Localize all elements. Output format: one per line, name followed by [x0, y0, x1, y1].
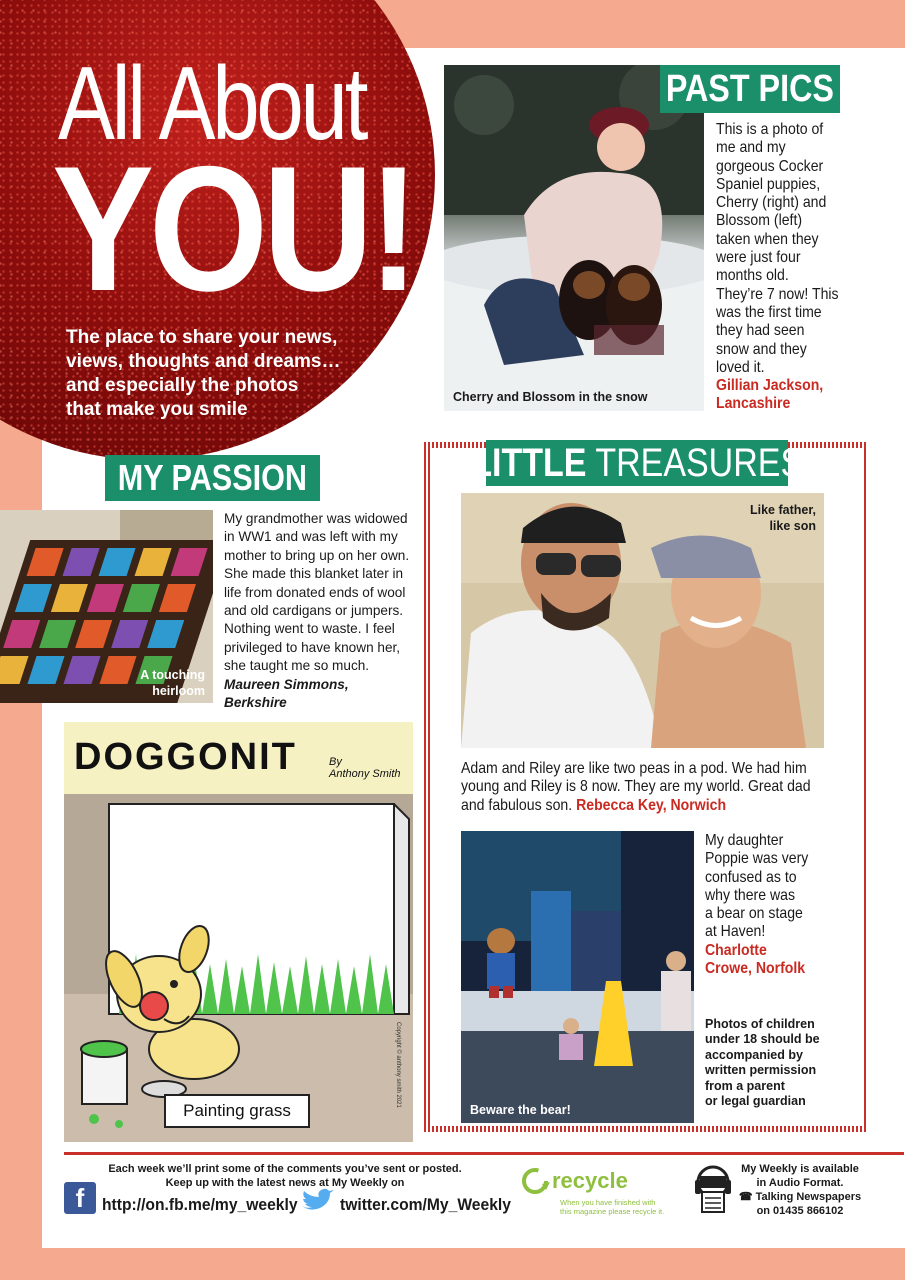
comic-sign: Painting grass: [164, 1094, 310, 1128]
text-line: me and my: [716, 139, 786, 157]
audio-note-line: in Audio Format.: [756, 1177, 844, 1189]
recycle-icon: [520, 1166, 550, 1196]
comic-title: DOGGONIT: [74, 736, 297, 778]
text-line: loved it.: [716, 358, 765, 376]
stage-author: Charlotte: [705, 941, 767, 959]
caption-line: like son: [769, 519, 816, 533]
past-pics-photo: [444, 65, 704, 411]
audio-format-note: [735, 1162, 865, 1218]
footer-divider: [64, 1152, 904, 1155]
text-line: were just four: [716, 249, 801, 267]
text-line: mother to bring up on her own.: [224, 547, 410, 563]
text-line: gorgeous Cocker: [716, 157, 824, 175]
stage-caption: Beware the bear!: [470, 1103, 571, 1117]
text-line: at Haven!: [705, 923, 766, 941]
text-line: Spaniel puppies,: [716, 175, 821, 193]
text-line: This is a photo of: [716, 121, 824, 138]
text-line: taken when they: [716, 230, 819, 248]
text-line: and fabulous son.: [461, 796, 577, 814]
notice-line: under 18 should be: [705, 1032, 820, 1047]
my-passion-author: Maureen Simmons,: [224, 676, 349, 692]
comic-copyright: Copyright © anthony smith 2021: [395, 1022, 401, 1108]
my-passion-heading-text: MY PASSION: [117, 457, 308, 498]
caption-line: A touching: [140, 668, 205, 682]
doggonit-comic: [64, 722, 413, 1142]
heading-light-word: TREASURES: [586, 441, 803, 485]
tagline-line: and especially the photos: [66, 375, 299, 396]
little-treasures-heading: [471, 440, 803, 486]
notice-line: from a parent: [705, 1078, 785, 1093]
recycle-note-line: this magazine please recycle it.: [560, 1207, 665, 1216]
twitter-bird-icon: [300, 1188, 334, 1214]
blanket-caption: [140, 667, 205, 699]
my-passion-author-location: Berkshire: [224, 695, 287, 711]
little-treasures-heading-text: [471, 443, 803, 483]
text-line: Cherry (right) and: [716, 194, 827, 212]
tagline-line: that make you smile: [66, 399, 248, 420]
father-son-author: Rebecca Key, Norwich: [576, 796, 727, 814]
footer-note-line: Each week we’ll print some of the comments you’ve sent or posted.: [108, 1163, 462, 1175]
stage-bear-image: [461, 831, 694, 1123]
past-pics-caption: Cherry and Blossom in the snow: [453, 390, 648, 404]
past-pics-text: [716, 121, 866, 414]
notice-line: written permission: [705, 1063, 817, 1078]
past-pics-author-location: Lancashire: [716, 395, 791, 413]
stage-author-location: Crowe, Norfolk: [705, 960, 806, 978]
notice-line: Photos of children: [705, 1017, 815, 1031]
father-son-caption: [750, 502, 816, 534]
notice-line: accompanied by: [705, 1047, 803, 1062]
recycle-note: [560, 1198, 664, 1216]
text-line-with-author: [461, 797, 795, 815]
tagline-line: The place to share your news,: [66, 327, 338, 348]
comic-drawing: [64, 794, 413, 1142]
footer-note-line: Keep up with the latest news at My Weekly on: [165, 1177, 405, 1189]
comic-by-word: By: [329, 756, 342, 768]
audio-note-line: My Weekly is available: [741, 1163, 859, 1175]
text-line: she taught me so much.: [224, 658, 370, 674]
my-passion-text: [224, 510, 420, 712]
text-line: months old.: [716, 267, 789, 285]
text-line: confused as to: [705, 868, 797, 886]
tagline-line: views, thoughts and dreams…: [66, 351, 341, 372]
facebook-icon: f: [64, 1182, 96, 1214]
father-son-text: [461, 760, 841, 815]
facebook-link[interactable]: http://on.fb.me/my_weekly: [102, 1195, 298, 1214]
past-pics-heading-text: PAST PICS: [665, 68, 835, 110]
text-line: young and Riley is 8 now. They are my world. Great dad: [461, 778, 811, 796]
past-pics-heading: [660, 65, 840, 113]
text-line: snow and they: [716, 340, 807, 358]
stage-text: [705, 832, 855, 978]
past-pics-author: Gillian Jackson,: [716, 377, 824, 395]
text-line: and old cardigans or jumpers.: [224, 603, 404, 619]
text-line: They’re 7 now! This: [716, 285, 839, 303]
text-line: privileged to have known her,: [224, 639, 401, 655]
text-line: life from donated ends of wool: [224, 584, 406, 600]
recycle-logo: [520, 1166, 680, 1220]
text-line: Nothing went to waste. I feel: [224, 621, 395, 637]
text-line: Blossom (left): [716, 212, 803, 230]
text-line: Poppie was very: [705, 850, 809, 868]
caption-line: Like father,: [750, 503, 816, 517]
tagline: [66, 326, 396, 422]
text-line: was the first time: [716, 303, 822, 321]
photo-permission-notice: [705, 1017, 855, 1109]
blanket-photo: [0, 510, 213, 703]
text-line: She made this blanket later in: [224, 566, 404, 582]
twitter-link[interactable]: twitter.com/My_Weekly: [340, 1195, 511, 1214]
text-line: why there was: [705, 886, 795, 904]
footer-note: [95, 1162, 475, 1190]
text-line: Adam and Riley are like two peas in a pod. We had him: [461, 760, 807, 777]
recycle-word: recycle: [552, 1168, 628, 1193]
woman-with-dogs-image: [444, 65, 704, 411]
talking-newspapers-icon: [692, 1164, 734, 1216]
stage-bear-photo: [461, 831, 694, 1123]
recycle-note-line: When you have finished with: [560, 1198, 656, 1207]
page-title-line1: All About: [58, 46, 366, 162]
page-title-line2: YOU!: [52, 129, 415, 328]
audio-note-line: ☎ Talking Newspapers: [738, 1191, 862, 1203]
text-line: in WW1 and was left with my: [224, 529, 398, 545]
my-passion-heading: [105, 455, 320, 501]
text-line: My daughter: [705, 832, 784, 849]
heading-bold-word: LITTLE: [471, 441, 587, 485]
text-line: they had seen: [716, 322, 805, 340]
notice-line: or legal guardian: [705, 1094, 806, 1109]
caption-line: heirloom: [152, 684, 205, 698]
father-son-photo: [461, 493, 824, 748]
text-line: My grandmother was widowed: [224, 511, 408, 526]
comic-author: Anthony Smith: [329, 768, 401, 780]
comic-byline: [329, 756, 401, 780]
text-line: a bear on stage: [705, 905, 803, 923]
audio-note-line: on 01435 866102: [756, 1205, 844, 1217]
